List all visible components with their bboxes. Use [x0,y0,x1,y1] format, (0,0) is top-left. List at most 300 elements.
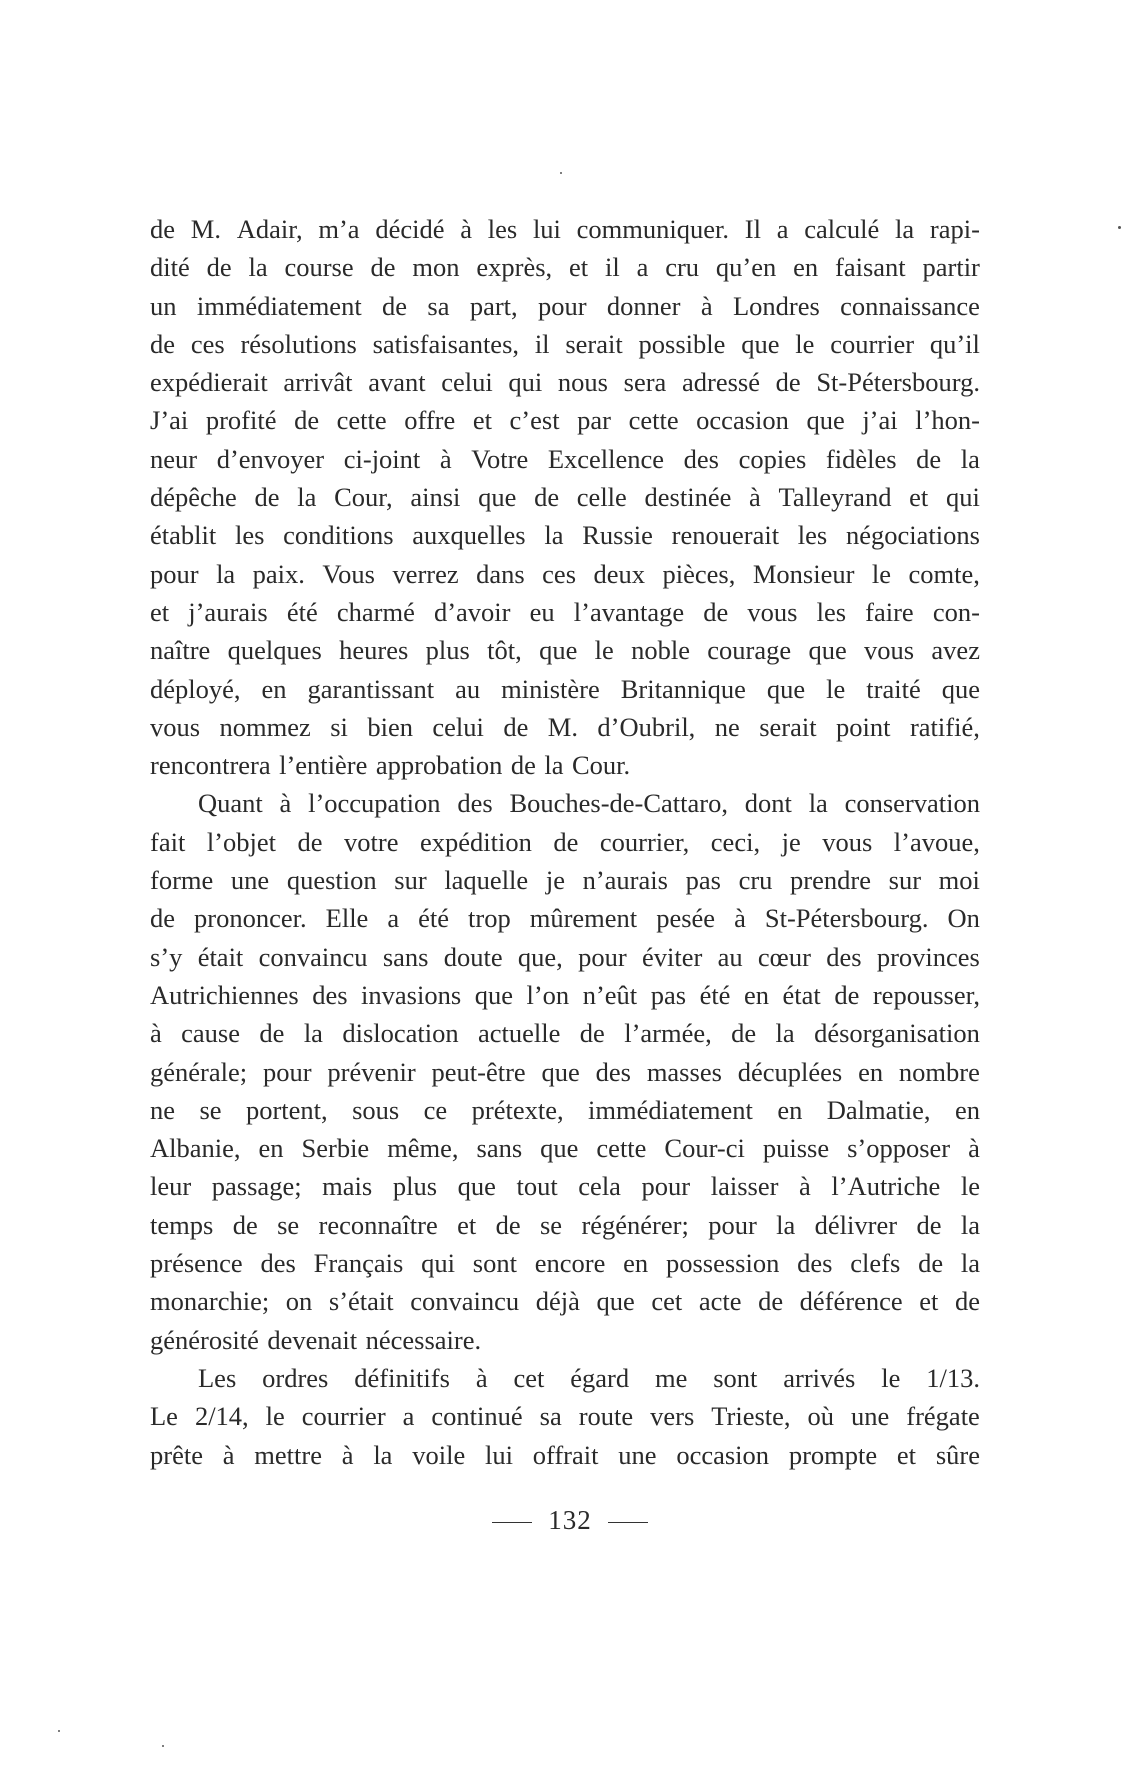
word: a [776,214,789,244]
word: m’a [318,214,360,244]
word: de [150,214,176,244]
word: un [150,290,177,321]
word: au [455,673,481,704]
word: mûrement [529,903,638,934]
word: de [775,367,801,398]
word: nécessaire. [365,1324,482,1355]
word: en [954,1094,980,1125]
word: part, [469,290,518,321]
word: charmé [336,596,415,627]
word: Monsieur [752,558,855,589]
scan-speck [560,172,562,174]
word: la [544,750,564,781]
word: de [206,252,232,283]
word: actuelle [478,1018,561,1049]
word: que [741,328,780,359]
word: de [579,1018,605,1049]
word: par [577,405,611,436]
word: convaincu [258,941,368,972]
word: plus [392,1171,438,1202]
word: courage [707,635,792,666]
word: partir [922,252,980,283]
word: convaincu [410,1286,520,1317]
word: acte [698,1286,742,1317]
word: pas [685,865,721,896]
word: nombre [898,1056,980,1087]
word: à [222,1439,235,1470]
word: qu’en [715,252,777,283]
word: tôt, [487,635,522,666]
word: immédiatement [588,1094,753,1125]
word: cette [596,1133,647,1164]
word: vous [747,596,798,627]
word: pour [578,941,627,972]
word: occasion [676,1439,770,1470]
word: vers [650,1401,695,1432]
word: la [960,1209,980,1240]
word: des [595,1056,631,1087]
word: s’y [150,941,183,972]
word: noble [631,635,690,666]
word: rencontrera [150,750,271,781]
word: de [918,1248,944,1279]
word: une [230,865,270,896]
word: établit [150,520,217,551]
word: que [806,405,845,436]
word: de [259,1018,285,1049]
word: de [495,1209,521,1240]
word: l’avoue, [893,826,980,857]
word: en [777,1094,803,1125]
text-line [150,1436,980,1474]
word: nous [557,367,608,398]
word: ratifié, [909,711,980,742]
word: de [150,903,176,934]
word: sans [382,941,429,972]
word: et [896,1439,917,1470]
word: offre [404,405,456,436]
word: à [749,482,761,513]
word: occasion [696,405,789,436]
word: de [503,711,529,742]
word: passage; [211,1171,302,1202]
word: que [457,1171,496,1202]
text-line [150,1397,980,1435]
word: laquelle [444,865,529,896]
text-line [150,708,980,746]
word: Russie [582,520,653,551]
word: cet [651,1286,683,1317]
word: dité [150,252,190,283]
word: pour [641,1171,691,1202]
word: en [858,1056,884,1087]
body-text [150,210,980,1474]
word: mon [412,252,460,283]
word: faisant [835,252,906,283]
word: offrait [532,1439,599,1470]
word: à [799,1171,811,1202]
text-line [150,976,980,1014]
word: il [534,328,550,359]
word: communiquer. [576,214,730,244]
word: faire [865,596,914,627]
word: déférence [799,1286,903,1317]
word: dépêche [150,482,237,513]
word: la [216,558,236,589]
text-line [150,1282,980,1320]
text-line [150,938,980,976]
word: Cour-ci [664,1133,745,1164]
word: ces [190,328,225,359]
word: 1/13. [926,1362,980,1393]
word: le [871,558,892,589]
word: me [654,1362,688,1393]
word: l’armée, [624,1018,712,1049]
word: des [826,941,862,972]
word: a [402,1401,415,1432]
word: possible [638,328,726,359]
word: si [330,711,348,742]
word: Albanie, [150,1133,241,1164]
word: mais [322,1171,373,1202]
word: expédierait [150,367,268,398]
word: de [232,1209,258,1240]
word: repousser, [872,979,980,1010]
word: garantissant [307,673,435,704]
page-number-footer [0,1505,1140,1536]
word: sur [888,865,922,896]
text-line [150,861,980,899]
word: régénérer; [581,1209,689,1240]
word: Votre [471,443,529,474]
word: moi [938,865,980,896]
word: que [478,482,517,513]
word: provinces [876,941,980,972]
word: rapi- [929,214,980,244]
word: définitifs [354,1362,450,1393]
word: de [834,979,860,1010]
word: cru [665,252,700,283]
page-number: 132 [548,1505,592,1535]
word: décidé [375,214,445,244]
word: à [475,1362,488,1393]
word: courrier, [599,826,690,857]
word: dont [744,788,792,819]
word: traité [866,673,921,704]
word: l’objet [206,826,276,857]
word: de [916,1209,942,1240]
word: lui [485,1439,513,1470]
word: clefs [850,1248,901,1279]
word: sa [427,290,450,321]
text-line [150,1321,980,1359]
word: n’aurais [582,865,668,896]
word: de [370,252,396,283]
word: qu’il [929,328,980,359]
word: 2/14, [194,1401,249,1432]
word: se [199,1094,222,1125]
word: que [596,1286,635,1317]
word: ministère [501,673,600,704]
word: désorganisation [814,1018,980,1049]
word: laisser [710,1171,779,1202]
word: naître [150,635,211,666]
word: satisfaisantes, [372,328,520,359]
word: devenait [267,1324,358,1355]
word: se [539,1209,563,1240]
word: la [895,214,915,244]
scan-speck [58,1730,60,1732]
word: je [781,826,801,857]
word: de [297,826,323,857]
word: générosité [150,1324,259,1355]
word: et [909,482,929,513]
word: de [294,405,320,436]
word: à [968,1133,980,1164]
word: Français [313,1248,404,1279]
word: frégate [906,1401,980,1432]
word: prévenir [327,1056,416,1087]
word: la [960,1248,980,1279]
word: pour [150,558,199,589]
word: l’occupation [308,788,441,819]
word: cette [628,405,679,436]
word: leur [150,1171,192,1202]
word: d’Oubril, [597,711,696,742]
word: calculé [804,214,880,244]
word: sa [539,1401,562,1432]
word: à [460,214,472,244]
word: reconnaître [318,1209,438,1240]
word: St-Pétersbourg. [764,903,929,934]
word: pour [537,290,587,321]
word: point [836,711,891,742]
word: une [618,1439,657,1470]
word: de [954,1286,980,1317]
word: que [941,673,980,704]
word: course [284,252,354,283]
word: peut-être [431,1056,526,1087]
word: pas [650,979,687,1010]
word: la [776,1209,796,1240]
left-dash [492,1522,532,1523]
word: pour [262,1056,312,1087]
word: Dalmatie, [826,1094,931,1125]
word: l’on [526,979,570,1010]
word: invasions [361,979,462,1010]
word: j’ai [862,405,898,436]
word: fait [150,826,186,857]
word: vous [864,635,915,666]
word: tout [516,1171,558,1202]
word: temps [150,1209,214,1240]
right-dash [608,1522,648,1523]
word: conservation [844,788,980,819]
word: possession [665,1248,780,1279]
word: nommez [219,711,311,742]
word: copies [738,443,807,474]
word: serait [759,711,817,742]
word: lui [532,214,561,244]
word: Vous [322,558,375,589]
word: prononcer. [194,903,307,934]
text-line [150,210,980,248]
word: qui [421,1248,456,1279]
word: que [539,635,578,666]
word: M. [190,214,221,244]
word: ne [150,1094,176,1125]
word: délivrer [814,1209,898,1240]
word: de [703,596,729,627]
word: en [258,1133,284,1164]
text-line [150,1014,980,1052]
word: se [277,1209,300,1240]
word: sont [472,1248,517,1279]
word: question [286,865,377,896]
word: verrez [392,558,459,589]
word: à [700,290,713,321]
word: J’ai [150,405,189,436]
word: j’aurais [188,596,268,627]
word: la [960,443,980,474]
word: les [816,596,847,627]
word: celui [432,711,484,742]
word: auxquelles [412,520,526,551]
text-line [150,746,980,784]
word: donner [606,290,681,321]
word: adressé [681,367,760,398]
word: Cour. [571,750,631,781]
word: Le [150,1401,178,1432]
word: à [734,903,746,934]
word: ainsi [410,482,461,513]
word: connaissance [840,290,980,321]
word: que [541,1056,580,1087]
word: cela [578,1171,621,1202]
word: la [775,1018,795,1049]
word: courrier [301,1401,386,1432]
text-line [150,363,980,401]
word: en [793,252,819,283]
text-line [150,823,980,861]
text-line [150,1206,980,1244]
word: on [285,1286,313,1317]
text-line [150,899,980,937]
word: s’était [328,1286,394,1317]
text-line [150,248,980,286]
word: le [960,1171,980,1202]
word: cause [181,1018,241,1049]
word: qui [945,482,980,513]
word: sont [713,1362,758,1393]
word: cet [513,1362,545,1393]
text-line [150,401,980,439]
word: été [418,903,450,934]
word: deux [593,558,646,589]
word: trop [468,903,511,934]
word: état [782,979,821,1010]
word: des [683,443,719,474]
word: exprès, [476,252,553,283]
word: Adair, [236,214,303,244]
word: monarchie; [150,1286,270,1317]
word: celle [576,482,627,513]
word: pièces, [662,558,736,589]
word: arrivés [783,1362,856,1393]
word: de [510,750,536,781]
word: destinée [644,482,732,513]
word: eu [529,596,555,627]
word: et [919,1286,939,1317]
word: le [594,635,614,666]
word: expédition [419,826,532,857]
word: serait [565,328,623,359]
word: d’envoyer [216,443,325,474]
word: cœur [757,941,811,972]
word: et [472,405,492,436]
text-line [150,593,980,631]
word: ce [423,1094,448,1125]
word: il [605,252,620,283]
word: été [286,596,318,627]
word: déjà [535,1286,580,1317]
word: ces [542,558,577,589]
word: pour [708,1209,757,1240]
word: Serbie [301,1133,370,1164]
word: ci-joint [343,443,421,474]
word: prétexte, [471,1094,564,1125]
word: Cour, [334,482,393,513]
word: prête [150,1439,203,1470]
word: même, [387,1133,459,1164]
word: vous [822,826,873,857]
word: le [265,1401,285,1432]
word: avant [368,367,426,398]
word: que [540,1133,579,1164]
word: Quant [198,788,263,819]
word: fidèles [825,443,897,474]
text-line [150,440,980,478]
word: forme [150,865,214,896]
word: votre [344,826,399,857]
text-line [150,670,980,708]
word: pesée [656,903,716,934]
word: le [881,1362,901,1393]
word: où [807,1401,835,1432]
word: la [544,520,564,551]
word: immédiatement [196,290,362,321]
word: St-Pétersbourg. [816,367,980,398]
word: que [474,979,513,1010]
word: été [699,979,731,1010]
word: Talleyrand [778,482,892,513]
text-line [150,1167,980,1205]
text-line [150,784,980,822]
word: Autrichiennes [150,979,299,1010]
word: la [808,788,828,819]
word: de [731,1018,757,1049]
word: puisse [762,1133,830,1164]
word: ordres [262,1362,329,1393]
word: et [150,596,170,627]
word: Les [198,1362,237,1393]
text-line [150,1053,980,1091]
word: avez [931,635,980,666]
word: éviter [641,941,703,972]
word: Britannique [620,673,746,704]
word: a [636,252,649,283]
word: continué [431,1401,523,1432]
